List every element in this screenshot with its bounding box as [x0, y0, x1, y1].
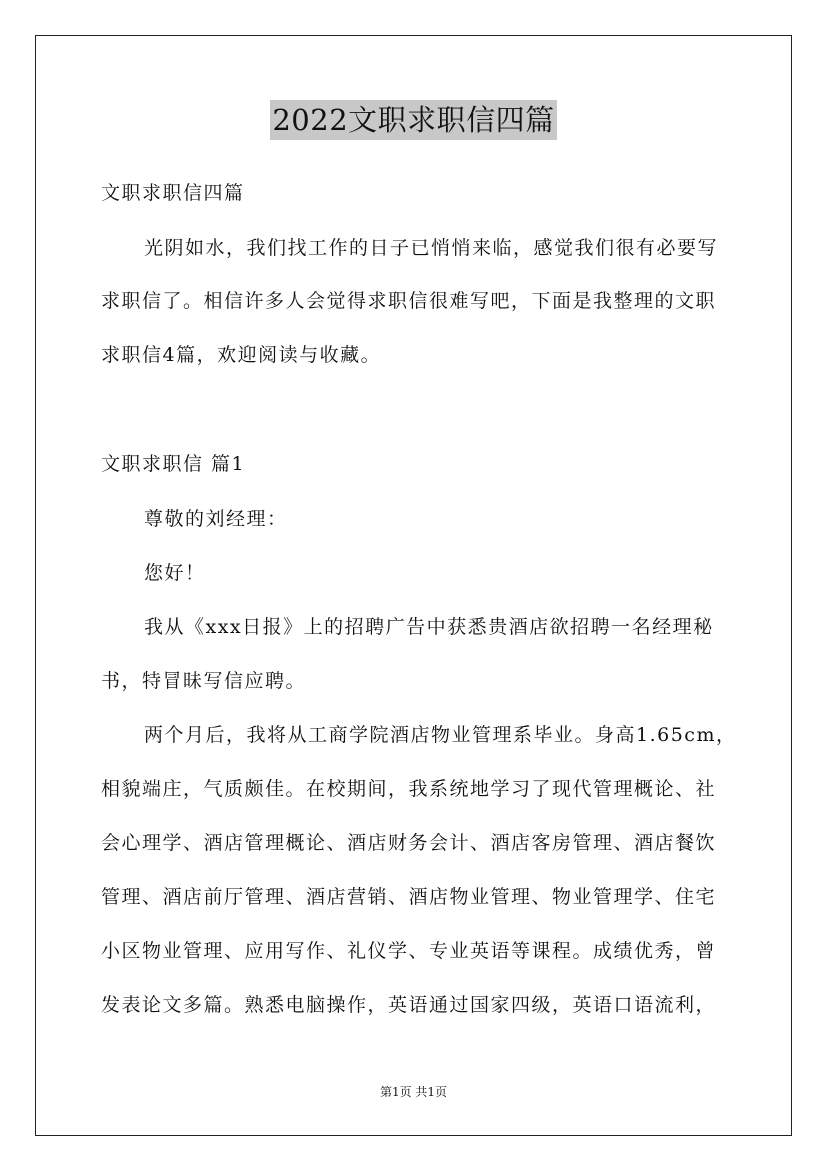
- intro-line-2: 求职信了。相信许多人会觉得求职信很难写吧，下面是我整理的文职: [101, 290, 717, 312]
- para2-line-3: 会心理学、酒店管理概论、酒店财务会计、酒店客房管理、酒店餐饮: [101, 832, 717, 854]
- para2-line-4: 管理、酒店前厅管理、酒店营销、酒店物业管理、物业管理学、住宅: [101, 886, 717, 908]
- page-number: 第1页 共1页: [379, 1085, 448, 1099]
- heading: 文职求职信四篇: [101, 182, 245, 204]
- para2-line-2: 相貌端庄，气质颇佳。在校期间，我系统地学习了现代管理概论、社: [101, 778, 717, 800]
- intro-line-1: 光阴如水，我们找工作的日子已悄悄来临，感觉我们很有必要写: [144, 237, 719, 259]
- para1-line-1: 我从《xxx日报》上的招聘广告中获悉贵酒店欲招聘一名经理秘: [144, 616, 714, 638]
- document-title: 2022文职求职信四篇: [270, 100, 556, 140]
- salutation: 尊敬的刘经理：: [144, 508, 288, 530]
- section-heading: 文职求职信 篇1: [101, 453, 246, 475]
- para2-line-5: 小区物业管理、应用写作、礼仪学、专业英语等课程。成绩优秀，曾: [101, 940, 717, 962]
- greeting: 您好！: [144, 562, 206, 584]
- para1-line-2: 书，特冒昧写信应聘。: [101, 670, 307, 692]
- page-footer: [0, 1083, 827, 1101]
- document-title-block: [0, 100, 827, 140]
- intro-line-3: 求职信4篇，欢迎阅读与收藏。: [101, 344, 382, 366]
- para2-line-1: 两个月后，我将从工商学院酒店物业管理系毕业。身高1.65cm，: [144, 724, 737, 746]
- para2-line-6: 发表论文多篇。熟悉电脑操作，英语通过国家四级，英语口语流利，: [101, 994, 717, 1016]
